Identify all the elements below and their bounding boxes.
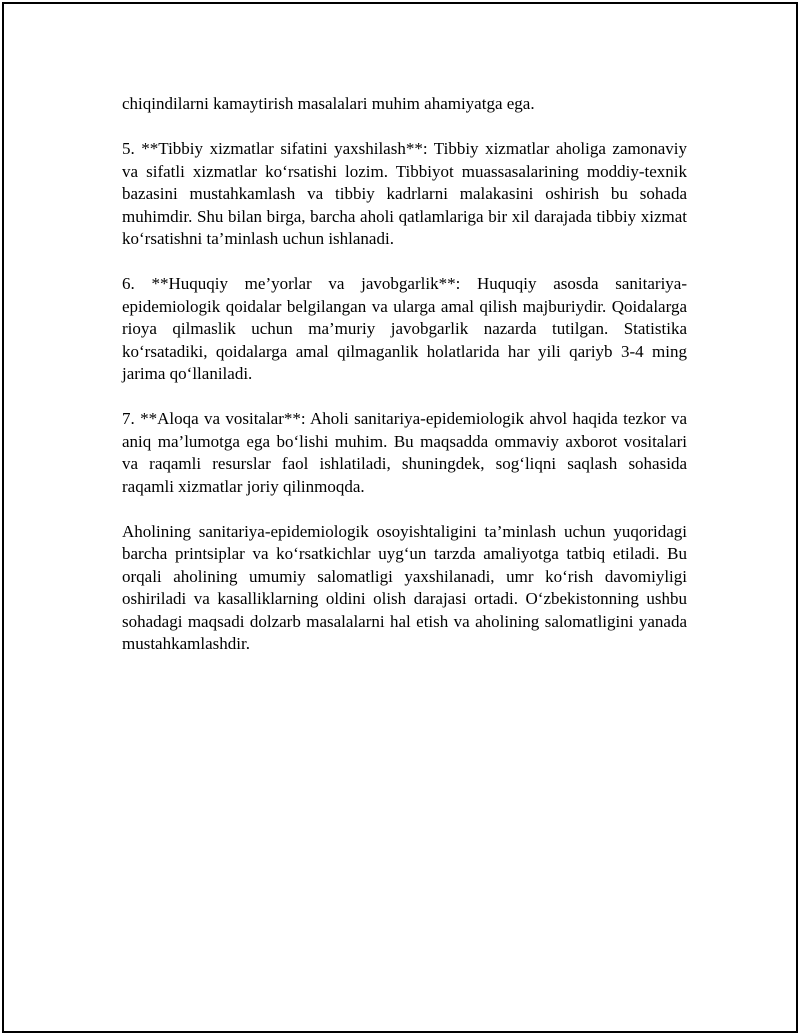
document-page xyxy=(2,2,798,1033)
paragraph-item-5: 5. **Tibbiy xizmatlar sifatini yaxshilash**: Tibbiy xizmatlar aholiga zamonaviy va sifatli xizmatlar ko‘rsatishi lozim. Tibbiyot muassasalarining moddiy-texnik bazasini mustahkamlash va tibbiy kadrlarni malakasini oshirish bu sohada muhimdir. Shu bilan birga, barcha aholi qatlamlariga bir xil darajada tibbiy xizmat ko‘rsatishni ta’minlash uchun ishlanadi. xyxy=(122,139,687,248)
paragraph-item-6: 6. **Huquqiy me’yorlar va javobgarlik**: Huquqiy asosda sanitariya-epidemiologik qoidalar belgilangan va ularga amal qilish majburiydir. Qoidalarga rioya qilmaslik uchun ma’muriy javobgarlik nazarda tutilgan. Statistika ko‘rsatadiki, qoidalarga amal qilmaganlik holatlarida har yili qariyb 3-4 ming jarima qo‘llaniladi. xyxy=(122,274,687,383)
document-body xyxy=(122,93,687,678)
paragraph-continuation: chiqindilarni kamaytirish masalalari muhim ahamiyatga ega. xyxy=(122,94,535,113)
paragraph-item-7: 7. **Aloqa va vositalar**: Aholi sanitariya-epidemiologik ahvol haqida tezkor va aniq ma’lumotga ega bo‘lishi muhim. Bu maqsadda ommaviy axborot vositalari va raqamli resurslar faol ishlatiladi, shuningdek, sog‘liqni saqlash sohasida raqamli xizmatlar joriy qilinmoqda. xyxy=(122,409,687,496)
paragraph-conclusion: Aholining sanitariya-epidemiologik osoyishtaligini ta’minlash uchun yuqoridagi barcha printsiplar va ko‘rsatkichlar uyg‘un tarzda amaliyotga tatbiq etiladi. Bu orqali aholining umumiy salomatligi yaxshilanadi, umr ko‘rish davomiyligi oshiriladi va kasalliklarning oldini olish darajasi ortadi. O‘zbekistonning ushbu sohadagi maqsadi dolzarb masalalarni hal etish va aholining salomatligini yanada mustahkamlashdir. xyxy=(122,521,687,653)
